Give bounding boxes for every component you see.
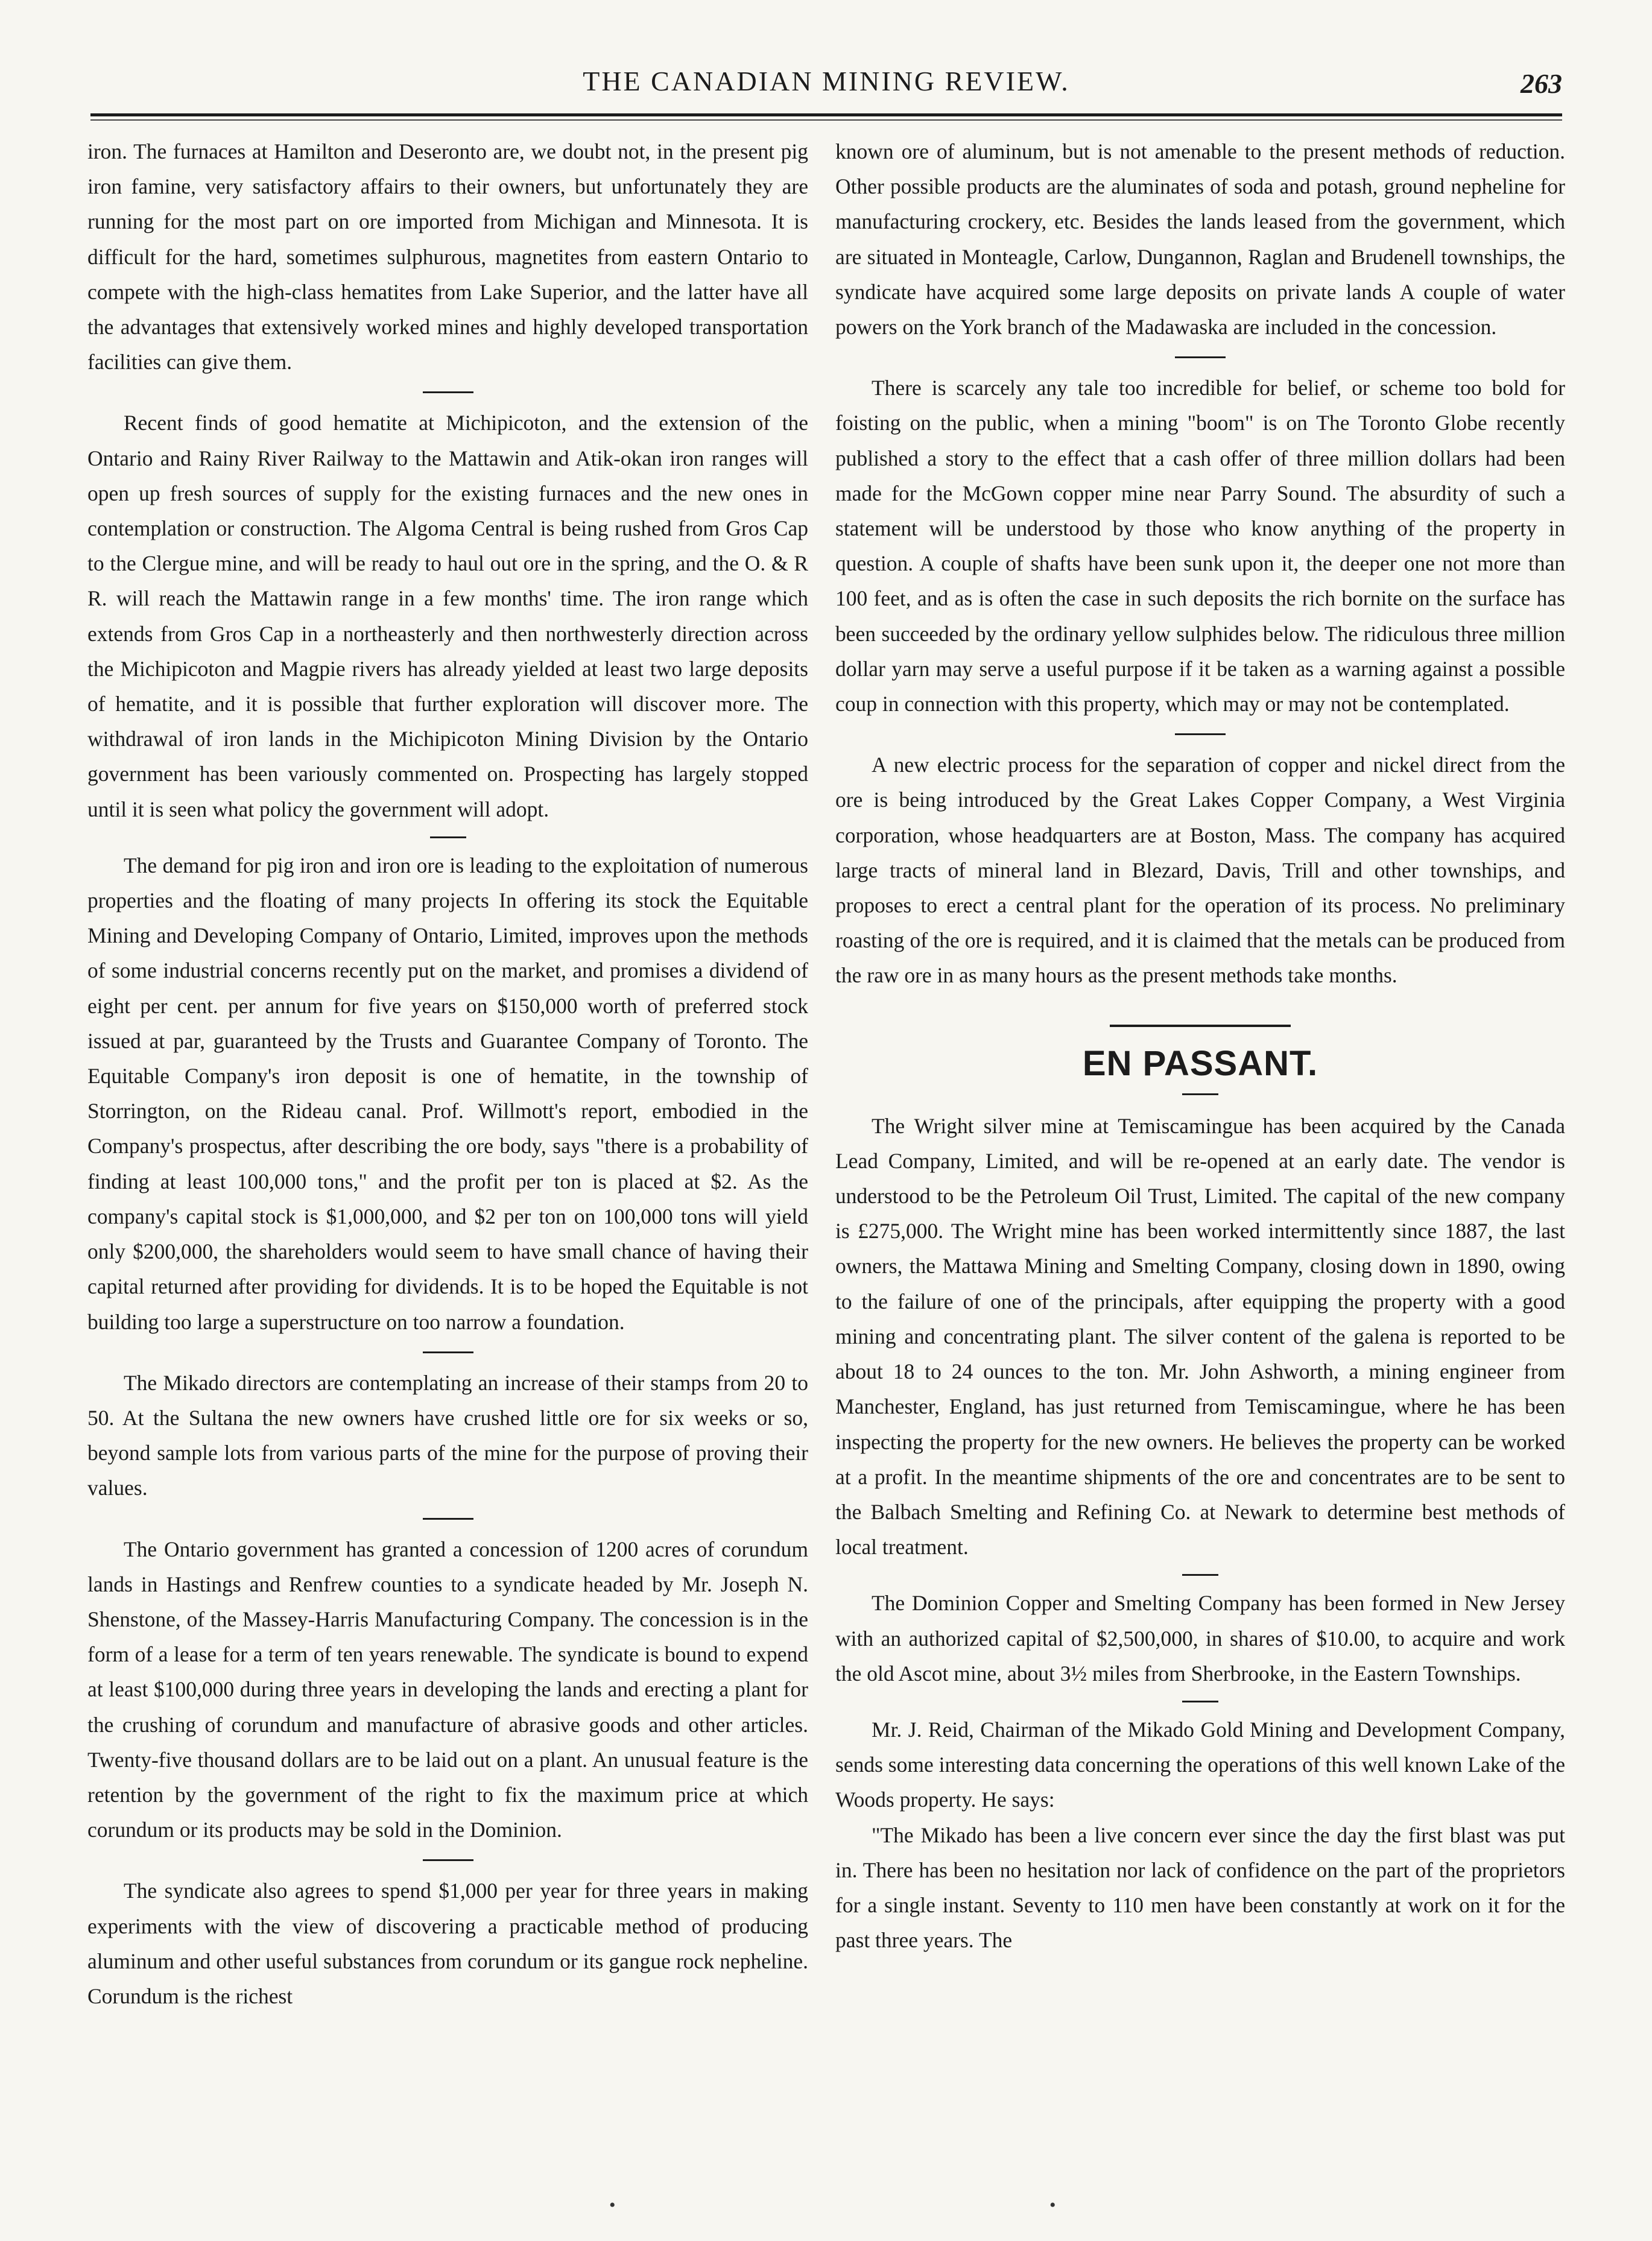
paragraph: The Wright silver mine at Temiscamingue has been acquired by the Canada Lead Company, Limited, and will be re-opened at an early date. The vendor is understood to be the Petroleum Oil Trust, Limited. The capital of the new company is £275,000. The Wright mine has been worked intermittently since 1887, the last owners, the Mattawa Mining and Smelting Company, closing down in 1890, owing to the failure of one of the principals, after equipping the property with a good mining and concentrating plant. The silver content of the galena is reported to be about 18 to 24 ounces to the ton. Mr. John Ashworth, a mining engineer from Manchester, England, has just returned from Temiscamingue, where he has been inspecting the property for the new owners. He believes the property can be worked at a profit. In the meantime shipments of the ore and concentrates are to be sent to the Balbach Smelting and Refining Co. at Newark to determine best methods of local treatment. [835,1113,1565,1560]
journal-title: THE CANADIAN MINING REVIEW. [583,66,1070,96]
paragraph: There is scarcely any tale too incredible for belief, or scheme too bold for foisting on the public, when a mining "boom" is on The Toronto Globe recently published a story to the effect that a cash offer of three million dollars had been made for the McGown copper mine near Parry Sound. The absurdity of such a statement will be understood by those who know anything of the property in question. A couple of shafts have been sunk upon it, the deeper one not more than 100 feet, and as is often the case in such deposits the rich bornite on the surface has been succeeded by the ordinary yellow sulphides below. The ridiculous three million dollar yarn may serve a useful purpose if it be taken as a warning against a possible coup in connection with this property, which may or may not be contemplated. [835,376,1565,716]
paragraph: The Ontario government has granted a concession of 1200 acres of corundum lands in Hastings and Renfrew counties to a syndicate headed by Mr. Joseph N. Shenstone, of the Massey-Harris Manufacturing Company. The concession is in the form of a lease for a term of ten years renewable. The syndicate is bound to expend at least $100,000 during three years in developing the lands and erecting a plant for the crushing of corundum and manufacture of abrasive goods and other articles. Twenty-five thousand dollars are to be laid out on a plant. An unusual feature is the retention by the government of the right to fix the maximum price at which corundum or its products may be sold in the Dominion. [87,1537,808,1842]
page-speck: • [609,2195,616,2215]
section-rule [1110,1025,1291,1027]
left-column [87,134,808,2014]
section-heading: EN PASSANT. [1082,1043,1318,1083]
paragraph: The Mikado directors are contemplating an increase of their stamps from 20 to 50. At the Sultana the new owners have crushed little ore for six weeks or so, beyond sample lots from various parts of the mine for the purpose of proving their values. [87,1370,808,1500]
page-header [90,65,1562,107]
paragraph: The demand for pig iron and iron ore is leading to the exploitation of numerous properties and the floating of many projects In offering its stock the Equitable Mining and Developing Company of Ontario, Limited, improves upon the methods of some industrial concerns recently put on the market, and promises a dividend of eight per cent. per annum for five years on $150,000 worth of preferred stock issued at par, guaranteed by the Trusts and Guarantee Company of Toronto. The Equitable Company's iron deposit is one of hematite, in the township of Storrington, on the Rideau canal. Prof. Willmott's report, embodied in the Company's prospectus, after describing the ore body, says "there is a probability of finding at least 100,000 tons," and the profit per ton is placed at $2. As the company's capital stock is $1,000,000, and $2 per ton on 100,000 tons will yield only $200,000, the shareholders would seem to have small chance of having their capital returned after providing for dividends. It is to be hoped the Equitable is not building too large a superstructure on too narrow a foundation. [87,853,808,1334]
separator-rule [1182,1701,1218,1702]
paragraph: The Dominion Copper and Smelting Company has been formed in New Jersey with an authorized capital of $2,500,000, in shares of $10.00, to acquire and work the old Ascot mine, about 3½ miles from Sherbrooke, in the Eastern Townships. [835,1591,1565,1686]
separator-rule [423,1518,473,1520]
paragraph: The syndicate also agrees to spend $1,000 per year for three years in making experiments with the view of discovering a practicable method of producing aluminum and other useful substances from corundum or its gangue rock nepheline. Corundum is the richest [87,1879,808,2008]
separator-rule [423,1859,473,1861]
page-number: 263 [1521,68,1562,99]
right-column [835,134,1565,1958]
header-rule [90,113,1562,116]
paragraph: iron. The furnaces at Hamilton and Deseronto are, we doubt not, in the present pig iron famine, very satisfactory affairs to their owners, but unfortunately they are running for the most part on ore imported from Michigan and Minnesota. It is difficult for the hard, sometimes sulphurous, magnetites from eastern Ontario to compete with the high-class hematites from Lake Superior, and the latter have all the advantages that extensively worked mines and highly developed transportation facilities can give them. [87,139,808,375]
paragraph: A new electric process for the separation of copper and nickel direct from the ore is being introduced by the Great Lakes Copper Company, a West Virginia corporation, whose headquarters are at Boston, Mass. The company has acquired large tracts of mineral land in Blezard, Davis, Trill and other townships, and proposes to erect a central plant for the operation of its process. No preliminary roasting of the ore is required, and it is claimed that the metals can be produced from the raw ore in as many hours as the present methods take months. [835,753,1565,988]
paragraph: known ore of aluminum, but is not amenable to the present methods of reduction. Other possible products are the aluminates of soda and potash, ground nepheline for manufacturing crockery, etc. Besides the lands leased from the government, which are situated in Monteagle, Carlow, Dungannon, Raglan and Brudenell townships, the syndicate have acquired some large deposits on private lands A couple of water powers on the York branch of the Madawaska are included in the concession. [835,139,1565,340]
page-speck: • [1049,2195,1056,2215]
separator-rule [423,1351,473,1353]
paragraph: "The Mikado has been a live concern ever since the day the first blast was put in. There has been no hesitation nor lack of confidence on the part of the proprietors for a single instant. Seventy to 110 men have been constantly at work on it for the past three years. The [835,1822,1565,1953]
separator-rule [423,391,473,393]
paragraph: Recent finds of good hematite at Michipicoton, and the extension of the Ontario and Rainy River Railway to the Mattawin and Atik-okan iron ranges will open up fresh sources of supply for the existing furnaces and the new ones in contemplation or construction. The Algoma Central is being rushed from Gros Cap to the Clergue mine, and will be ready to haul out ore in the spring, and the O. & R R. will reach the Mattawin range in a few months' time. The iron range which extends from Gros Cap in a northeasterly and then northwesterly direction across the Michipicoton and Magpie rivers has already yielded at least two large deposits of hematite, and it is possible that further exploration will discover more. The withdrawal of iron lands in the Michipicoton Mining Division by the Ontario government has been variously commented on. Prospecting has largely stopped until it is seen what policy the government will adopt. [87,411,808,821]
separator-rule [1175,733,1226,735]
separator-rule [1175,356,1226,358]
separator-rule [1182,1574,1218,1576]
paragraph: Mr. J. Reid, Chairman of the Mikado Gold Mining and Development Company, sends some interesting data concerning the operations of this well known Lake of the Woods property. He says: [835,1717,1565,1812]
separator-rule [430,836,466,838]
header-rule-thin [90,119,1562,121]
section-heading-rule [1182,1093,1218,1095]
